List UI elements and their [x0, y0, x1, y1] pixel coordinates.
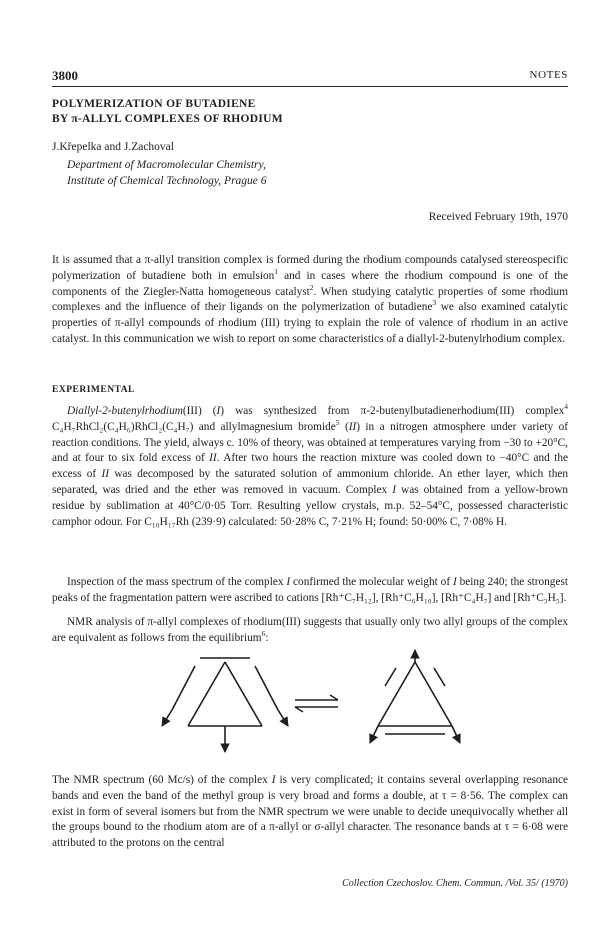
mass-spectrum-paragraph: [52, 575, 568, 607]
compound-label: I: [216, 405, 221, 417]
article-title: [52, 97, 283, 127]
section-label: NOTES: [529, 69, 568, 81]
reference-mark: 3: [432, 298, 437, 308]
text-run: was obtained from a yellow-brown residue by sublimation at 40°C/0·05 Torr. Resulting yellow crystals, m.p. 52–54°C, possessed characteristic camphor odour. For C₁₀H₁₇Rh (239·9) calculated: 50·28% C, 7·21% H; found: 50·00% C, 7·08% H.: [52, 483, 568, 528]
authors: J.Křepelka and J.Zachoval: [52, 141, 174, 153]
title-line-1: POLYMERIZATION OF BUTADIENE: [52, 98, 256, 110]
chemical-formula: C₄H₇RhCl₂(C₄H₆)RhCl₂(C₄H₇): [52, 420, 194, 433]
title-line-2: BY π-ALLYL COMPLEXES OF RHODIUM: [52, 113, 283, 125]
intro-text-3: . When studying catalytic properties of some rhodium complexes and the influence of their ligands on the polymerization of butadiene: [52, 285, 568, 314]
text-run: is very complicated; it contains several overlapping resonance bands and even the band of the methyl group is very broad and forms a double, at τ = 8·56. The complex can exist in form of several isomers but from the NMR spectrum we were unable to decide unequivocally whether all the groups bound to the rhodium atom are of a π-allyl or σ-allyl character. The resonance bands at τ = 6·08 were attributed to the protons on the central: [52, 774, 568, 850]
equilibrium-arrows-icon: [295, 695, 338, 712]
affiliation-line-1: Department of Macromolecular Chemistry,: [67, 159, 266, 171]
nmr-analysis-paragraph: [52, 615, 568, 647]
reference-mark: 5: [335, 418, 340, 428]
compound-label: I: [452, 576, 457, 588]
reference-mark: 4: [564, 402, 568, 412]
text-run: :: [265, 631, 269, 644]
compound-label: II: [101, 468, 110, 481]
compound-label: I: [271, 774, 276, 786]
experimental-heading: EXPERIMENTAL: [52, 385, 135, 395]
text-run: Inspection of the mass spectrum of the complex: [67, 576, 287, 588]
intro-paragraph: [52, 253, 568, 348]
text-run: confirmed the molecular weight of: [290, 576, 453, 588]
text-run: was decomposed by the saturated solution of ammonium chloride. An ether layer, which then separated, was dried and the ether was removed in vacuum. Complex: [52, 468, 569, 496]
running-header: [52, 68, 568, 87]
text-run: and allylmagnesium bromide: [193, 420, 336, 433]
text-run: The NMR spectrum (60 Mc/s) of the complex: [52, 774, 272, 786]
affiliation-line-2: Institute of Chemical Technology, Prague 6: [67, 174, 267, 187]
reference-mark: 6: [261, 629, 266, 639]
text-run: being 240; the strongest peaks of the fragmentation pattern were ascribed to cations [Rh⁺C₇H₁₂], [Rh⁺C₆H₁₀], [Rh⁺C₄H₇] and [Rh⁺C₃H₅].: [52, 576, 568, 604]
nmr-spectrum-paragraph: [52, 773, 568, 852]
synthesis-paragraph: [52, 404, 568, 530]
intro-text-2: and in cases where the rhodium compound is one of the components of the Ziegler-Natta homogeneous catalyst: [52, 269, 568, 298]
arrow-icon: [452, 726, 460, 743]
affiliation: [67, 158, 267, 189]
allyl-equilibrium-diagram: [160, 648, 500, 758]
intro-text-4: we also examined catalytic properties of π-allyl compounds of rhodium (III) trying to explain the role of valence of rhodium in an active catalyst. In this communication we wish to report on some characteristics of a diallyl-2-butenylrhodium complex.: [52, 301, 569, 345]
text-run: . After two hours the reaction mixture was cooled down to −40°C and the excess of: [52, 452, 568, 481]
text-run: (: [339, 420, 349, 433]
compound-label: II: [348, 420, 357, 433]
intro-text-1: It is assumed that a π-allyl transition complex is formed during the rhodium compounds catalysed stereospecific polymerization of butadiene both in emulsion: [52, 254, 568, 282]
reference-mark: 1: [274, 267, 279, 277]
text-run: (III) (: [182, 405, 217, 417]
arrow-icon: [162, 710, 172, 726]
page-number: 3800: [52, 68, 78, 83]
arrow-icon: [278, 710, 288, 726]
right-triangle: [370, 650, 460, 743]
reference-mark: 2: [309, 282, 314, 292]
left-triangle: [162, 658, 288, 752]
compound-label: II: [209, 452, 217, 465]
text-run: ) in a nitrogen atmosphere under variety of reaction conditions. The yield, always c. 10% of theory, was obtained at temperatures varying from −30 to +20°C, and at four to six fold excess of: [52, 420, 568, 465]
arrow-icon: [370, 726, 378, 743]
journal-footer: Collection Czechoslov. Chem. Commun. /Vol. 35/ (1970): [342, 878, 568, 889]
text-run: NMR analysis of π-allyl complexes of rhodium(III) suggests that usually only two allyl groups of the complex are equivalent as follows from the equilibrium: [52, 616, 568, 644]
text-run: ) was synthesized from π-2-butenylbutadienerhodium(III) complex: [220, 405, 565, 417]
received-date: Received February 19th, 1970: [428, 211, 568, 223]
compound-name: Diallyl-2-butenylrhodium: [67, 405, 183, 417]
compound-label: I: [392, 483, 396, 496]
compound-label: I: [286, 576, 291, 588]
